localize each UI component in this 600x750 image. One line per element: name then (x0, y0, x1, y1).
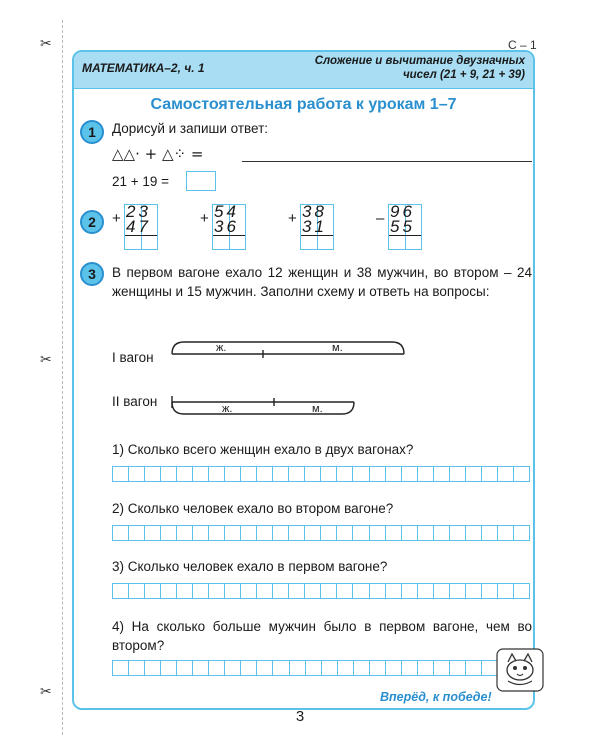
wagon1-men-label: м. (332, 342, 343, 354)
slogan: Вперёд, к победе! (380, 690, 492, 704)
scissors-icon: ✂ (40, 36, 52, 52)
task-badge-3: 3 (80, 262, 104, 286)
task3-text: В первом вагоне ехало 12 женщин и 38 мужчин, во втором – 24 женщины и 15 мужчин. Заполни схему и ответь на вопросы: (112, 265, 532, 299)
task1-shapes-equation: △△· + △⁘ = (112, 145, 204, 163)
column-example-3[interactable] (288, 204, 338, 254)
header-subject: МАТЕМАТИКА–2, ч. 1 (82, 61, 205, 75)
example-sign: + (200, 210, 209, 227)
question-3: 3) Сколько человек ехало в первом вагоне? (112, 559, 388, 574)
example-bottom-number: 55 (390, 217, 415, 236)
example-sum-bar (213, 235, 245, 236)
example-top-number: 54 (214, 202, 239, 221)
column-example-2[interactable] (200, 204, 250, 254)
wagon2-label: II вагон (112, 394, 158, 409)
task1-answer-line[interactable] (242, 160, 532, 162)
task1-answer-box[interactable] (186, 171, 216, 191)
task1-prompt: Дорисуй и запиши ответ: (112, 121, 269, 136)
scissors-icon: ✂ (40, 352, 52, 368)
header-topic-line2: чисел (21 + 9, 21 + 39) (402, 69, 525, 81)
column-example-4[interactable] (376, 204, 426, 254)
example-sum-bar (301, 235, 333, 236)
example-sign: + (112, 210, 121, 227)
cat-mascot-icon (496, 648, 544, 692)
scissors-icon: ✂ (40, 684, 52, 700)
example-sign: + (288, 210, 297, 227)
wagon2-women-label: ж. (222, 403, 233, 415)
task-badge-2: 2 (80, 210, 104, 234)
question-2: 2) Сколько человек ехало во втором вагоне? (112, 501, 394, 516)
task1-equation2: 21 + 19 = (112, 174, 170, 189)
task-badge-1: 1 (80, 120, 104, 144)
example-top-number: 38 (302, 202, 327, 221)
example-sum-bar (389, 235, 421, 236)
header-bar (74, 52, 533, 89)
example-top-number: 23 (126, 202, 151, 221)
example-sum-bar (125, 235, 157, 236)
cut-line (62, 20, 63, 735)
wagon1-label: I вагон (112, 350, 154, 365)
answer-grid-3[interactable] (112, 583, 530, 599)
worksheet-title: Самостоятельная работа к урокам 1–7 (150, 96, 457, 113)
wagon2-scheme (168, 392, 358, 422)
answer-grid-4[interactable] (112, 660, 498, 676)
example-bottom-number: 36 (214, 217, 239, 236)
example-sign: – (376, 210, 385, 227)
header-topic (265, 54, 525, 82)
wagon1-scheme (168, 334, 408, 364)
header-topic-line1: Сложение и вычитание двузначных (314, 55, 525, 67)
question-1: 1) Сколько всего женщин ехало в двух вагонах? (112, 442, 414, 457)
wagon1-women-label: ж. (216, 342, 227, 354)
column-example-1[interactable] (112, 204, 162, 254)
page-number: 3 (295, 708, 305, 725)
wagon2-men-label: м. (312, 403, 323, 415)
corner-code: С – 1 (508, 38, 537, 52)
question-4: 4) На сколько больше мужчин было в первом вагоне, чем во втором? (112, 619, 532, 653)
worksheet-frame (72, 50, 535, 710)
answer-grid-2[interactable] (112, 525, 530, 541)
example-bottom-number: 47 (126, 217, 151, 236)
example-bottom-number: 31 (302, 217, 327, 236)
answer-grid-1[interactable] (112, 466, 530, 482)
example-top-number: 96 (390, 202, 415, 221)
